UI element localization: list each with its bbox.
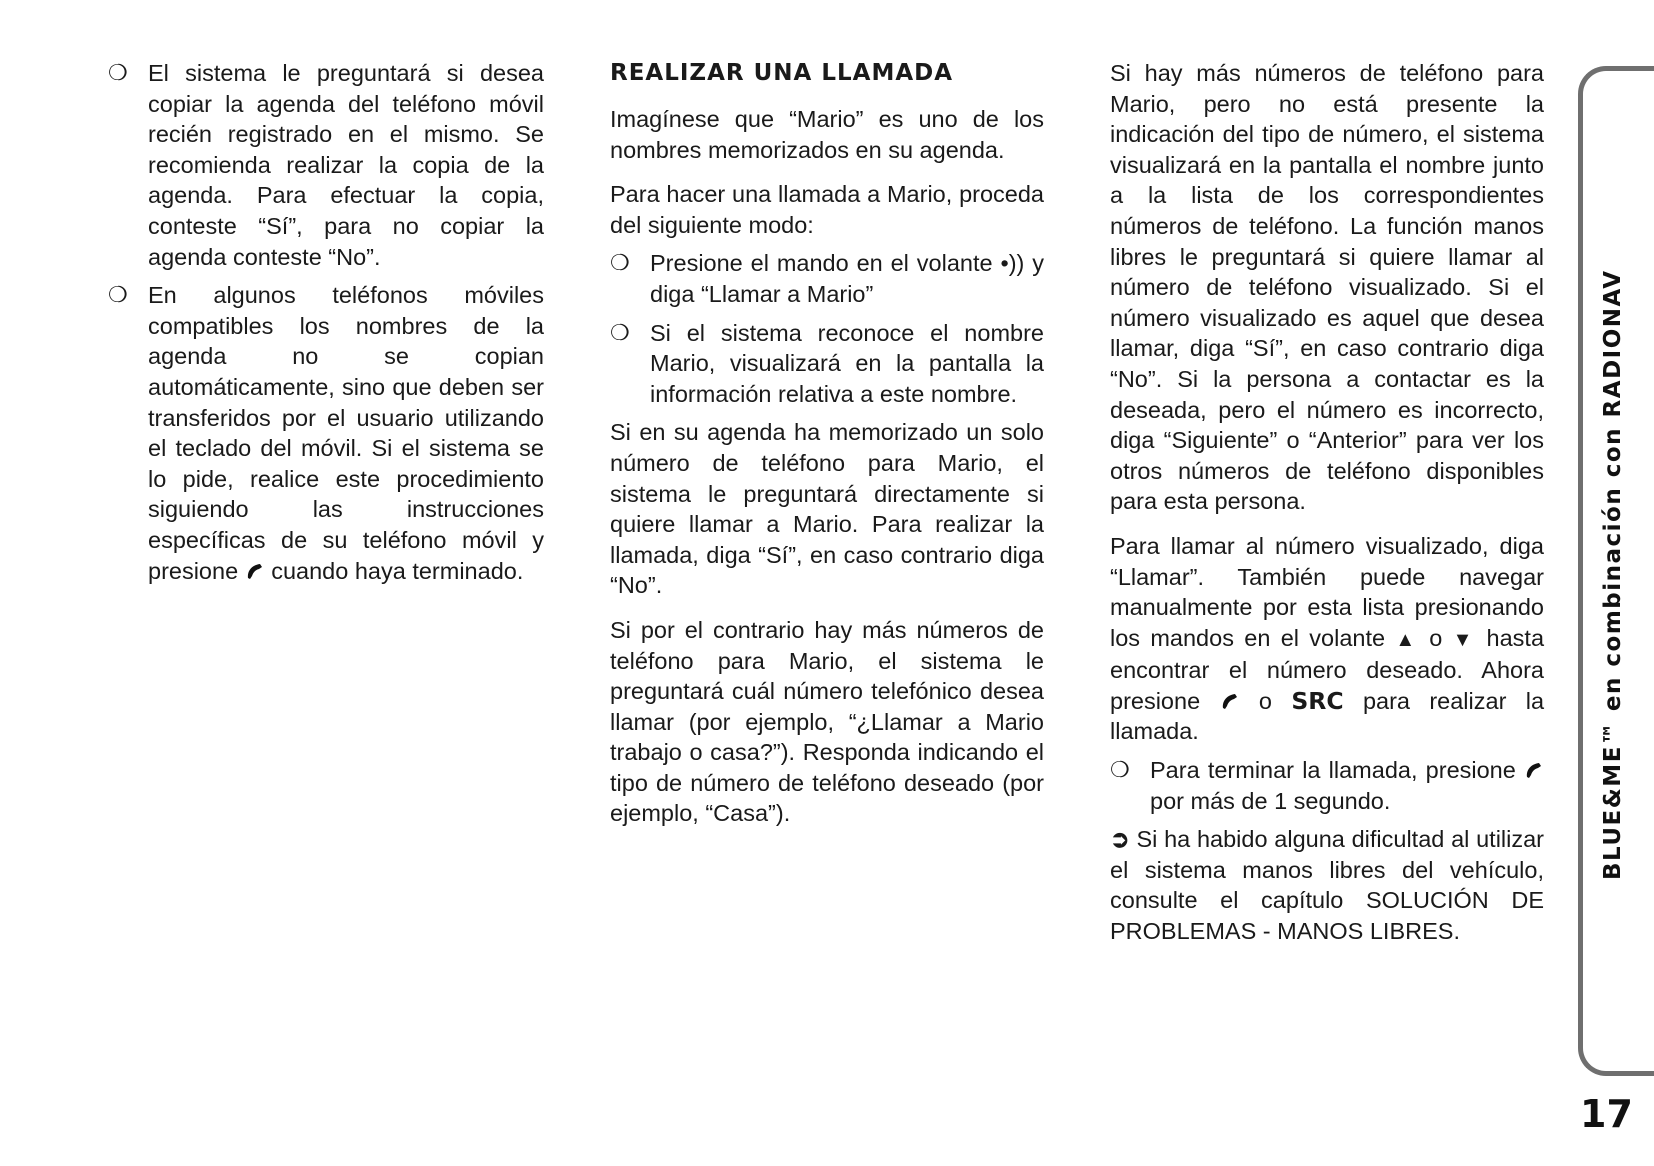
paragraph-text: hasta encontrar el número deseado. Ahora presione <box>1110 624 1545 714</box>
conjunction: o <box>1429 624 1443 651</box>
paragraph: Si por el contrario hay más números de teléfono para Mario, el sistema le preguntará cuál número telefónico desea llamar (por ejemplo, “¿Llamar a Mario trabajo o casa?”). Responda indicando el tipo de número de teléfono deseado (por ejemplo, “Casa”). <box>610 616 1044 827</box>
chapter-title: BLUE&ME™ en combinación con RADIONAV <box>1600 269 1626 880</box>
note-arrow-icon: ➲ <box>1110 826 1130 853</box>
paragraph: Si hay más números de teléfono para Mario, pero no está presente la indicación del tipo de número, el sistema visualizará en la pantalla el nombre junto a la lista de los correspondientes números de teléfono. La función manos libres le preguntará si quiere llamar al número de teléfono visualizado. Si el número visualizado es aquel que desea llamar, diga “Sí”, en caso contrario diga “No”. Si la persona a contactar es la deseada, pero el número es incorrecto, diga “Siguiente” o “Anterior” para ver los otros números de teléfono disponibles para esta persona. <box>1110 60 1544 515</box>
bullet-text-end: y diga “Llamar a Mario” <box>650 250 1045 307</box>
bullet-text: En algunos teléfonos móviles compatibles los nombres de la agenda no se copian automáticamente, sino que deben ser transferidos por el usuario utilizando el teclado del móvil. Si el sistema se lo pide, realice este procedimiento siguiendo las instrucciones específicas de su teléfono móvil y presione <box>148 282 544 584</box>
bullet-mark: ❍ <box>1110 757 1130 783</box>
note-paragraph <box>1110 824 1544 946</box>
column-middle <box>610 58 1044 843</box>
paragraph-text: Para llamar al número visualizado, diga “Llamar”. También puede navegar manualmente por esta lista presionando los mandos en el volante <box>1110 532 1544 651</box>
bullet-text: Si el sistema reconoce el nombre Mario, visualizará en la pantalla la información relativa a este nombre. <box>650 319 1044 407</box>
paragraph <box>1110 531 1544 747</box>
phone-handset-icon <box>245 561 265 581</box>
page-number: 17 <box>1580 1092 1633 1136</box>
section-heading: REALIZAR UNA LLAMADA <box>610 60 954 86</box>
bullet-mark: ❍ <box>610 250 630 276</box>
list-item <box>108 58 544 272</box>
column-right <box>1110 58 1544 961</box>
bullet-mark: ❍ <box>108 282 128 308</box>
list-item <box>610 248 1044 309</box>
paragraph: Para hacer una llamada a Mario, proceda del siguiente modo: <box>610 181 1044 238</box>
bullet-text-end: por más de 1 segundo. <box>1150 787 1391 814</box>
list-item <box>108 280 544 586</box>
list-item <box>1110 755 1544 816</box>
column-left <box>108 58 544 594</box>
paragraph: Imagínese que “Mario” es uno de los nombres memorizados en su agenda. <box>610 106 1044 163</box>
paragraph-text: para realizar la llamada. <box>1110 687 1545 745</box>
paragraph: Si en su agenda ha memorizado un solo número de teléfono para Mario, el sistema le preguntará directamente si quiere llamar a Mario. Para realizar la llamada, diga “Sí”, en caso contrario diga “No”. <box>610 419 1044 599</box>
bullet-text: Para terminar la llamada, presione <box>1150 757 1516 784</box>
conjunction: o <box>1258 687 1272 714</box>
arrow-down-icon: ▼ <box>1452 628 1477 651</box>
bullet-mark: ❍ <box>610 319 630 345</box>
bullet-mark: ❍ <box>108 60 128 85</box>
bullet-text-end: cuando haya terminado. <box>271 557 524 584</box>
phone-handset-icon <box>1220 691 1240 711</box>
phone-handset-icon <box>1524 760 1544 780</box>
list-item <box>610 318 1044 410</box>
bullet-text: El sistema le preguntará si desea copiar la agenda del teléfono móvil recién registrado en el mismo. Se recomienda realizar la copia de la agenda. Para efectuar la copia, conteste “Sí”, para no copiar la agenda conteste “No”. <box>148 60 544 270</box>
src-button-label: SRC <box>1291 686 1344 715</box>
voice-command-icon: •)) <box>1000 250 1025 277</box>
bullet-text: Presione el mando en el volante <box>650 250 993 277</box>
note-text: Si ha habido alguna dificultad al utilizar el sistema manos libres del vehículo, consulte el capítulo SOLUCIÓN DE PROBLEMAS - MANOS LIBRES. <box>1110 826 1545 945</box>
arrow-up-icon: ▲ <box>1395 628 1419 651</box>
